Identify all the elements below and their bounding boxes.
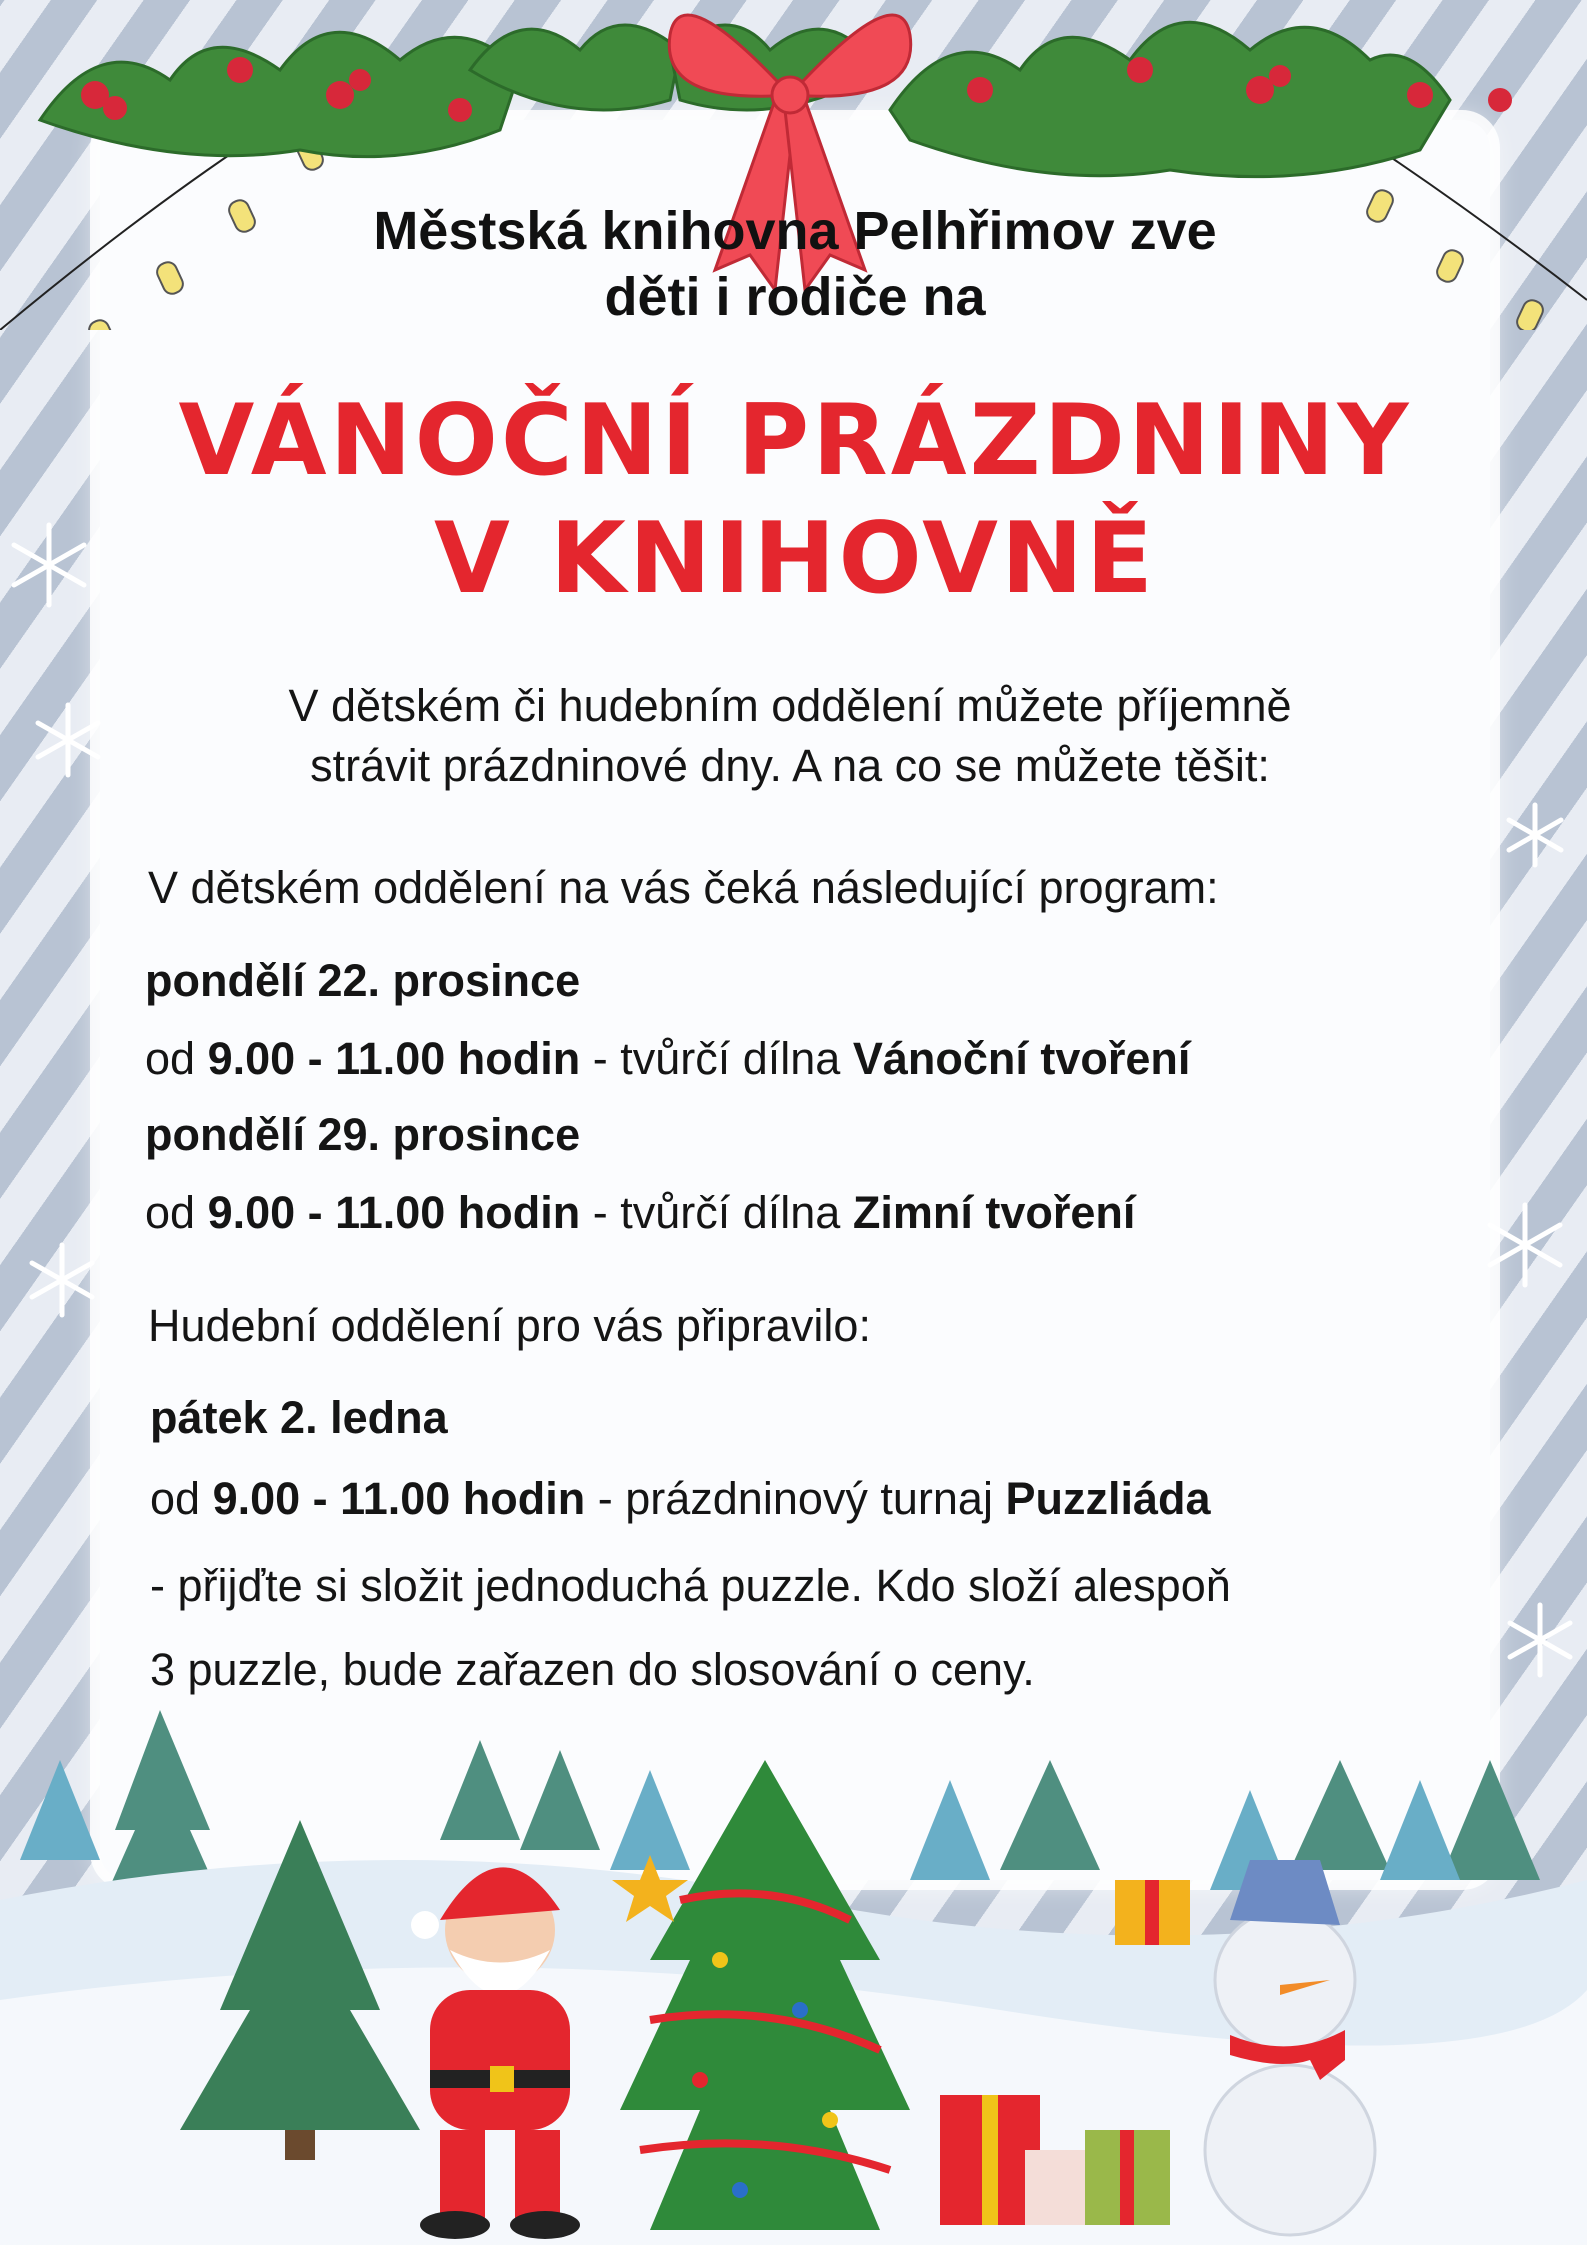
bulb-icon <box>154 259 186 296</box>
intro-line-1: Městská knihovna Pelhřimov zve <box>373 201 1217 261</box>
event-1-name: Vánoční tvoření <box>852 1033 1191 1084</box>
music-dept-heading: Hudební oddělení pro vás připravilo: <box>148 1300 871 1351</box>
description-line-1: V dětském či hudebním oddělení můžete příjemně <box>288 680 1292 731</box>
bulb-icon <box>1514 297 1546 330</box>
event-2-prefix: od <box>145 1187 196 1238</box>
snowflake-icon <box>28 700 108 780</box>
event-2-time: 9.00 - 11.00 hodin <box>207 1187 581 1238</box>
event-2-date: pondělí 29. prosince <box>145 1109 581 1160</box>
children-dept-heading: V dětském oddělení na vás čeká následující program: <box>148 862 1219 913</box>
event-3-name: Puzzliáda <box>1005 1473 1211 1524</box>
winter-scene-illustration <box>0 1690 1587 2245</box>
description <box>130 676 1450 796</box>
event-title <box>160 382 1430 618</box>
event-3-note-line-1: - přijďte si složit jednoduchá puzzle. Kdo složí alespoň <box>150 1560 1231 1611</box>
event-1-date: pondělí 22. prosince <box>145 955 581 1006</box>
snowflake-icon <box>4 520 94 610</box>
snowflake-icon <box>1480 1200 1570 1290</box>
intro-line-2: děti i rodiče na <box>604 267 986 327</box>
bulb-icon <box>1434 247 1466 284</box>
event-2-middle: - tvůrčí dílna <box>592 1187 841 1238</box>
title-line-1: VÁNOČNÍ PRÁZDNINY <box>178 384 1412 498</box>
event-3-prefix: od <box>150 1473 201 1524</box>
invitation-heading <box>200 198 1390 330</box>
event-1-middle: - tvůrčí dílna <box>592 1033 841 1084</box>
event-1-time: 9.00 - 11.00 hodin <box>207 1033 581 1084</box>
event-2-name: Zimní tvoření <box>852 1187 1136 1238</box>
event-1-details <box>145 1029 1190 1089</box>
title-line-2: V KNIHOVNĚ <box>434 502 1156 616</box>
event-3-middle: - prázdninový turnaj <box>597 1473 993 1524</box>
snowflake-icon <box>1500 800 1570 870</box>
description-line-2: strávit prázdninové dny. A na co se můžete těšit: <box>310 740 1270 791</box>
event-3-time: 9.00 - 11.00 hodin <box>212 1473 586 1524</box>
bulb-icon <box>86 317 118 330</box>
event-3-date: pátek 2. ledna <box>150 1392 448 1443</box>
event-3-details <box>150 1469 1211 1529</box>
event-2-details <box>145 1183 1135 1243</box>
snowflake-icon <box>1500 1600 1580 1680</box>
snowflake-icon <box>22 1240 102 1320</box>
event-1-prefix: od <box>145 1033 196 1084</box>
event-3-note-line-2: 3 puzzle, bude zařazen do slosování o ceny. <box>150 1644 1035 1695</box>
